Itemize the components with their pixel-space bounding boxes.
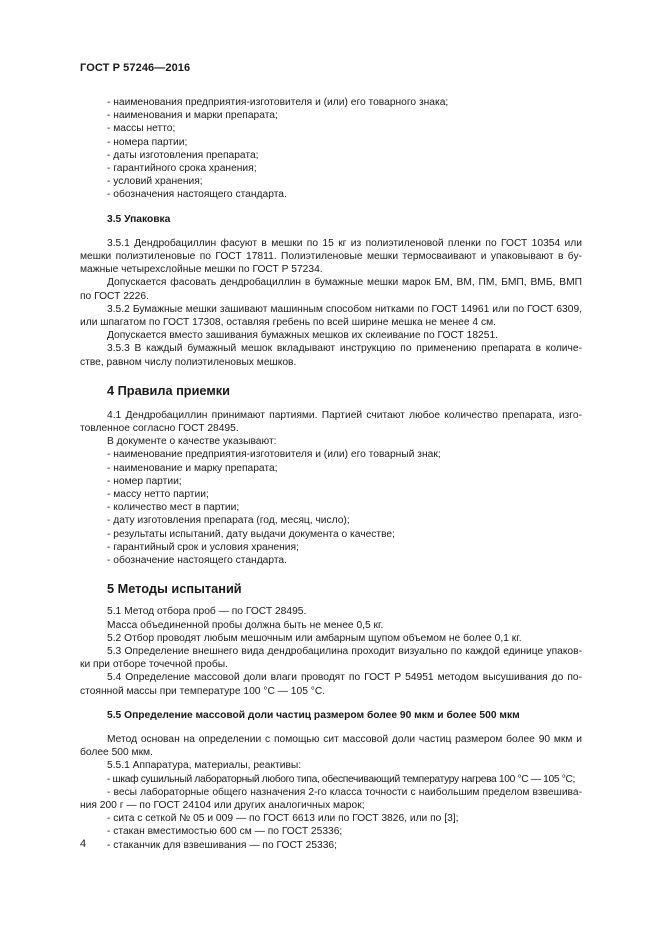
page-number: 4: [80, 838, 87, 850]
section-heading-3-5: 3.5 Упаковка: [107, 213, 171, 225]
list-item: - обозначения настоящего стандарта.: [107, 189, 287, 201]
list-item: - наименования и марки препарата;: [107, 110, 278, 122]
quality-document-list: [107, 448, 582, 567]
text-line: по ГОСТ 2226.: [80, 290, 149, 302]
text-line: 4.1 Дендробациллин принимают партиями. Партией считают любое количество препарата, изго-: [107, 409, 582, 421]
text-line: - весы лабораторные общего назначения 2-го класса точности с наибольшим пределом взвешива-: [107, 786, 582, 798]
paragraph-3-5-2-b: Допускается вместо зашивания бумажных мешков их склеивание по ГОСТ 18251.: [107, 330, 498, 342]
paragraph-3-5-2: [80, 303, 582, 329]
list-item: - гарантийного срока хранения;: [107, 163, 257, 175]
list-item: - массы нетто;: [107, 123, 176, 135]
text-line: 3.5.1 Дендробациллин фасуют в мешки по 15 кг из полиэтиленовой пленки по ГОСТ 10354 или: [107, 237, 582, 249]
text-line: или шпагатом по ГОСТ 17308, оставляя гребень по всей ширине мешка не менее 4 см.: [80, 317, 496, 329]
text-line: более 500 мкм.: [80, 747, 153, 759]
paragraph-5-4: [80, 671, 582, 697]
text-line: 3.5.2 Бумажные мешки зашивают машинным способом нитками по ГОСТ 14961 или по ГОСТ 6309,: [107, 303, 582, 315]
text-line: 5.3 Определение внешнего вида дендробацилина проходит визуально по каждой единице упаков-: [107, 645, 582, 657]
paragraph-3-5-1: [80, 237, 582, 277]
text-line: мажные четырехслойные мешки по ГОСТ Р 57234.: [80, 264, 323, 276]
paragraph-5-2: 5.2 Отбор проводят любым мешочным или амбарным щупом объемом не более 0,1 кг.: [107, 632, 522, 644]
section-heading-5: 5 Методы испытаний: [107, 581, 242, 597]
list-item: - номер партии;: [107, 475, 182, 487]
text-line: ки при отборе точечной пробы.: [80, 659, 228, 671]
list-item: [80, 786, 582, 812]
list-item: - гарантийный срок и условия хранения;: [107, 541, 299, 553]
paragraph-4-1-b: В документе о качестве указывают:: [107, 436, 277, 448]
list-item: - массу нетто партии;: [107, 489, 209, 501]
list-item: - шкаф сушильный лабораторный любого типа, обеспечивающий температуру нагрева 100 °С — 105 °С;: [107, 773, 575, 785]
paragraph-4-1: [80, 409, 582, 435]
running-header: ГОСТ Р 57246—2016: [80, 62, 191, 74]
list-item: - условий хранения;: [107, 176, 203, 188]
text-line: стве, равном числу полиэтиленовых мешков.: [80, 356, 297, 368]
list-item: - наименование и марку препарата;: [107, 462, 278, 474]
marking-list: [107, 96, 582, 202]
paragraph-5-1: 5.1 Метод отбора проб — по ГОСТ 28495.: [107, 606, 307, 618]
text-line: 5.4 Определение массовой доли влаги проводят по ГОСТ Р 54951 методом высушивания до по-: [107, 672, 582, 684]
list-item: - наименования предприятия-изготовителя и (или) его товарного знака;: [107, 97, 449, 108]
paragraph-5-1-b: Масса объединенной пробы должна быть не менее 0,5 кг.: [107, 619, 384, 631]
text-line: мешки полиэтиленовые по ГОСТ 17811. Полиэтиленовые мешки термосваивают и упаковывают в бу-: [80, 251, 582, 263]
text-line: стоянной массы при температуре 100 °С — 105 °С.: [80, 685, 326, 697]
paragraph-5-3: [80, 645, 582, 671]
section-heading-5-5: 5.5 Определение массовой доли частиц размером более 90 мкм и более 500 мкм: [107, 709, 520, 721]
list-item: - обозначение настоящего стандарта.: [107, 555, 287, 567]
document-body: [80, 96, 582, 852]
text-line: Допускается фасовать дендробациллин в бумажные мешки марок БМ, ВМ, ПМ, БМП, ВМБ, ВМП: [107, 277, 582, 289]
text-line: 3.5.3 В каждый бумажный мешок вкладывают инструкцию по применению препарата в количе-: [107, 343, 582, 355]
list-item: - стакан вместимостью 600 см — по ГОСТ 25336;: [107, 826, 343, 838]
list-item: - сита с сеткой № 05 и 009 — по ГОСТ 6613 или по ГОСТ 3826, или по [3];: [107, 813, 459, 825]
list-item: - стаканчик для взвешивания — по ГОСТ 25336;: [107, 839, 337, 851]
text-line: товленное согласно ГОСТ 28495.: [80, 423, 239, 435]
section-heading-4: 4 Правила приемки: [107, 382, 230, 398]
list-item: - количество мест в партии;: [107, 502, 240, 514]
paragraph-3-5-3: [80, 342, 582, 368]
list-item: - дату изготовления препарата (год, месяц, число);: [107, 515, 350, 527]
text-line: ния 200 г — по ГОСТ 24104 или других аналогичных марок;: [80, 799, 365, 811]
text-line: Метод основан на определении с помощью сит массовой доли частиц размером более 90 мкм и: [107, 733, 582, 745]
list-item: - результаты испытаний, дату выдачи документа о качестве;: [107, 528, 395, 540]
paragraph-3-5-1-b: [80, 276, 582, 302]
list-item: - даты изготовления препарата;: [107, 149, 259, 161]
paragraph-5-5-1: 5.5.1 Аппаратура, материалы, реактивы:: [107, 760, 302, 772]
list-item: - наименование предприятия-изготовителя и (или) его товарный знак;: [107, 449, 441, 461]
paragraph-5-5-a: [80, 733, 582, 759]
list-item: - номера партии;: [107, 136, 188, 148]
